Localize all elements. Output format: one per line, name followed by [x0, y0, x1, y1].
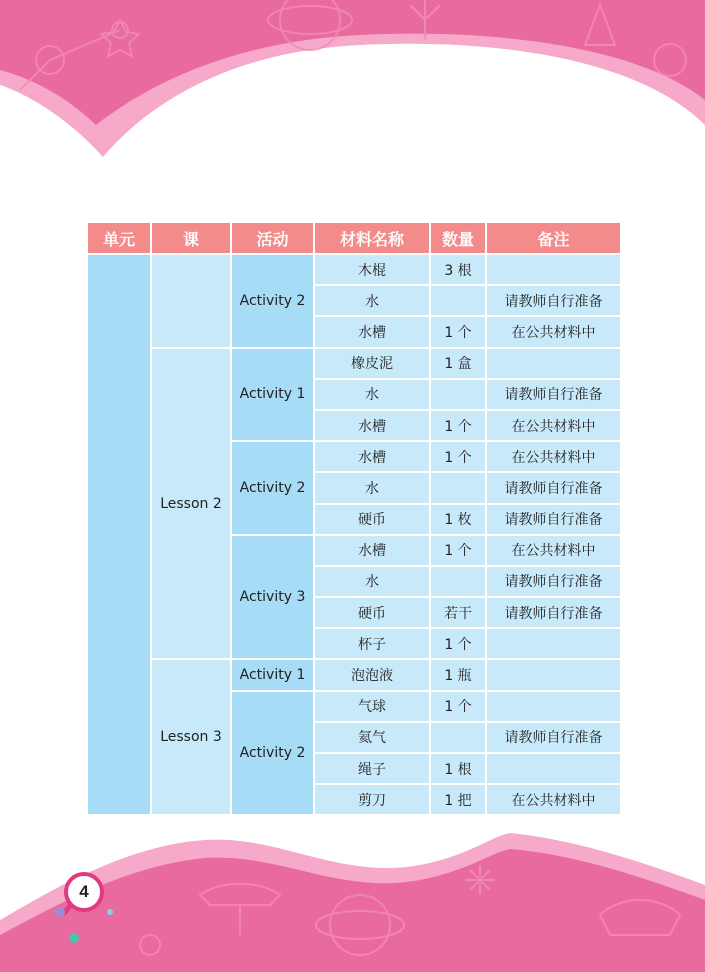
material-cell: 水 — [315, 567, 429, 596]
table-row — [88, 660, 620, 689]
badge-dots-decoration — [52, 904, 114, 944]
note-cell — [487, 692, 620, 721]
quantity-cell: 1 枚 — [431, 505, 485, 534]
quantity-cell: 1 个 — [431, 629, 485, 658]
note-cell — [487, 349, 620, 378]
materials-table — [86, 221, 622, 816]
activity-cell: Activity 2 — [232, 692, 313, 815]
quantity-cell — [431, 723, 485, 752]
note-cell: 请教师自行准备 — [487, 567, 620, 596]
material-cell: 水槽 — [315, 536, 429, 565]
top-wave-decoration — [0, 0, 705, 170]
material-cell: 剪刀 — [315, 785, 429, 814]
quantity-cell: 1 盒 — [431, 349, 485, 378]
quantity-cell: 1 个 — [431, 536, 485, 565]
quantity-cell — [431, 473, 485, 502]
material-cell: 水 — [315, 473, 429, 502]
quantity-cell: 1 把 — [431, 785, 485, 814]
header-unit: 单元 — [88, 223, 150, 253]
activity-cell: Activity 2 — [232, 442, 313, 534]
note-cell: 请教师自行准备 — [487, 473, 620, 502]
note-cell: 在公共材料中 — [487, 442, 620, 471]
quantity-cell: 1 根 — [431, 754, 485, 783]
activity-cell: Activity 1 — [232, 660, 313, 689]
note-cell: 在公共材料中 — [487, 785, 620, 814]
lesson-cell: Lesson 2 — [152, 349, 230, 659]
table-header-row — [88, 223, 620, 253]
activity-cell: Activity 2 — [232, 255, 313, 347]
note-cell: 请教师自行准备 — [487, 505, 620, 534]
quantity-cell: 1 个 — [431, 692, 485, 721]
note-cell: 请教师自行准备 — [487, 723, 620, 752]
header-quantity: 数量 — [431, 223, 485, 253]
quantity-cell: 若干 — [431, 598, 485, 627]
note-cell — [487, 754, 620, 783]
activity-cell: Activity 1 — [232, 349, 313, 441]
table-row — [88, 255, 620, 284]
material-cell: 木棍 — [315, 255, 429, 284]
header-material-name: 材料名称 — [315, 223, 429, 253]
header-lesson: 课 — [152, 223, 230, 253]
note-cell: 请教师自行准备 — [487, 286, 620, 315]
material-cell: 氦气 — [315, 723, 429, 752]
material-cell: 橡皮泥 — [315, 349, 429, 378]
material-cell: 杯子 — [315, 629, 429, 658]
quantity-cell — [431, 286, 485, 315]
bottom-wave-decoration — [0, 825, 705, 972]
note-cell — [487, 629, 620, 658]
page-number: 4 — [79, 882, 89, 901]
quantity-cell: 1 个 — [431, 442, 485, 471]
header-notes: 备注 — [487, 223, 620, 253]
lesson-cell: Lesson 3 — [152, 660, 230, 814]
material-cell: 气球 — [315, 692, 429, 721]
material-cell: 硬币 — [315, 505, 429, 534]
material-cell: 水槽 — [315, 442, 429, 471]
note-cell — [487, 660, 620, 689]
quantity-cell: 1 瓶 — [431, 660, 485, 689]
material-cell: 水槽 — [315, 317, 429, 346]
note-cell: 请教师自行准备 — [487, 380, 620, 409]
note-cell: 请教师自行准备 — [487, 598, 620, 627]
header-activity: 活动 — [232, 223, 313, 253]
material-cell: 水 — [315, 286, 429, 315]
lesson-cell-empty — [152, 255, 230, 347]
material-cell: 泡泡液 — [315, 660, 429, 689]
unit-cell — [88, 255, 150, 814]
table-row — [88, 349, 620, 378]
activity-cell: Activity 3 — [232, 536, 313, 659]
quantity-cell — [431, 380, 485, 409]
material-cell: 绳子 — [315, 754, 429, 783]
quantity-cell: 1 个 — [431, 317, 485, 346]
quantity-cell: 3 根 — [431, 255, 485, 284]
material-cell: 水槽 — [315, 411, 429, 440]
note-cell: 在公共材料中 — [487, 536, 620, 565]
note-cell: 在公共材料中 — [487, 317, 620, 346]
quantity-cell — [431, 567, 485, 596]
note-cell: 在公共材料中 — [487, 411, 620, 440]
note-cell — [487, 255, 620, 284]
material-cell: 水 — [315, 380, 429, 409]
quantity-cell: 1 个 — [431, 411, 485, 440]
material-cell: 硬币 — [315, 598, 429, 627]
